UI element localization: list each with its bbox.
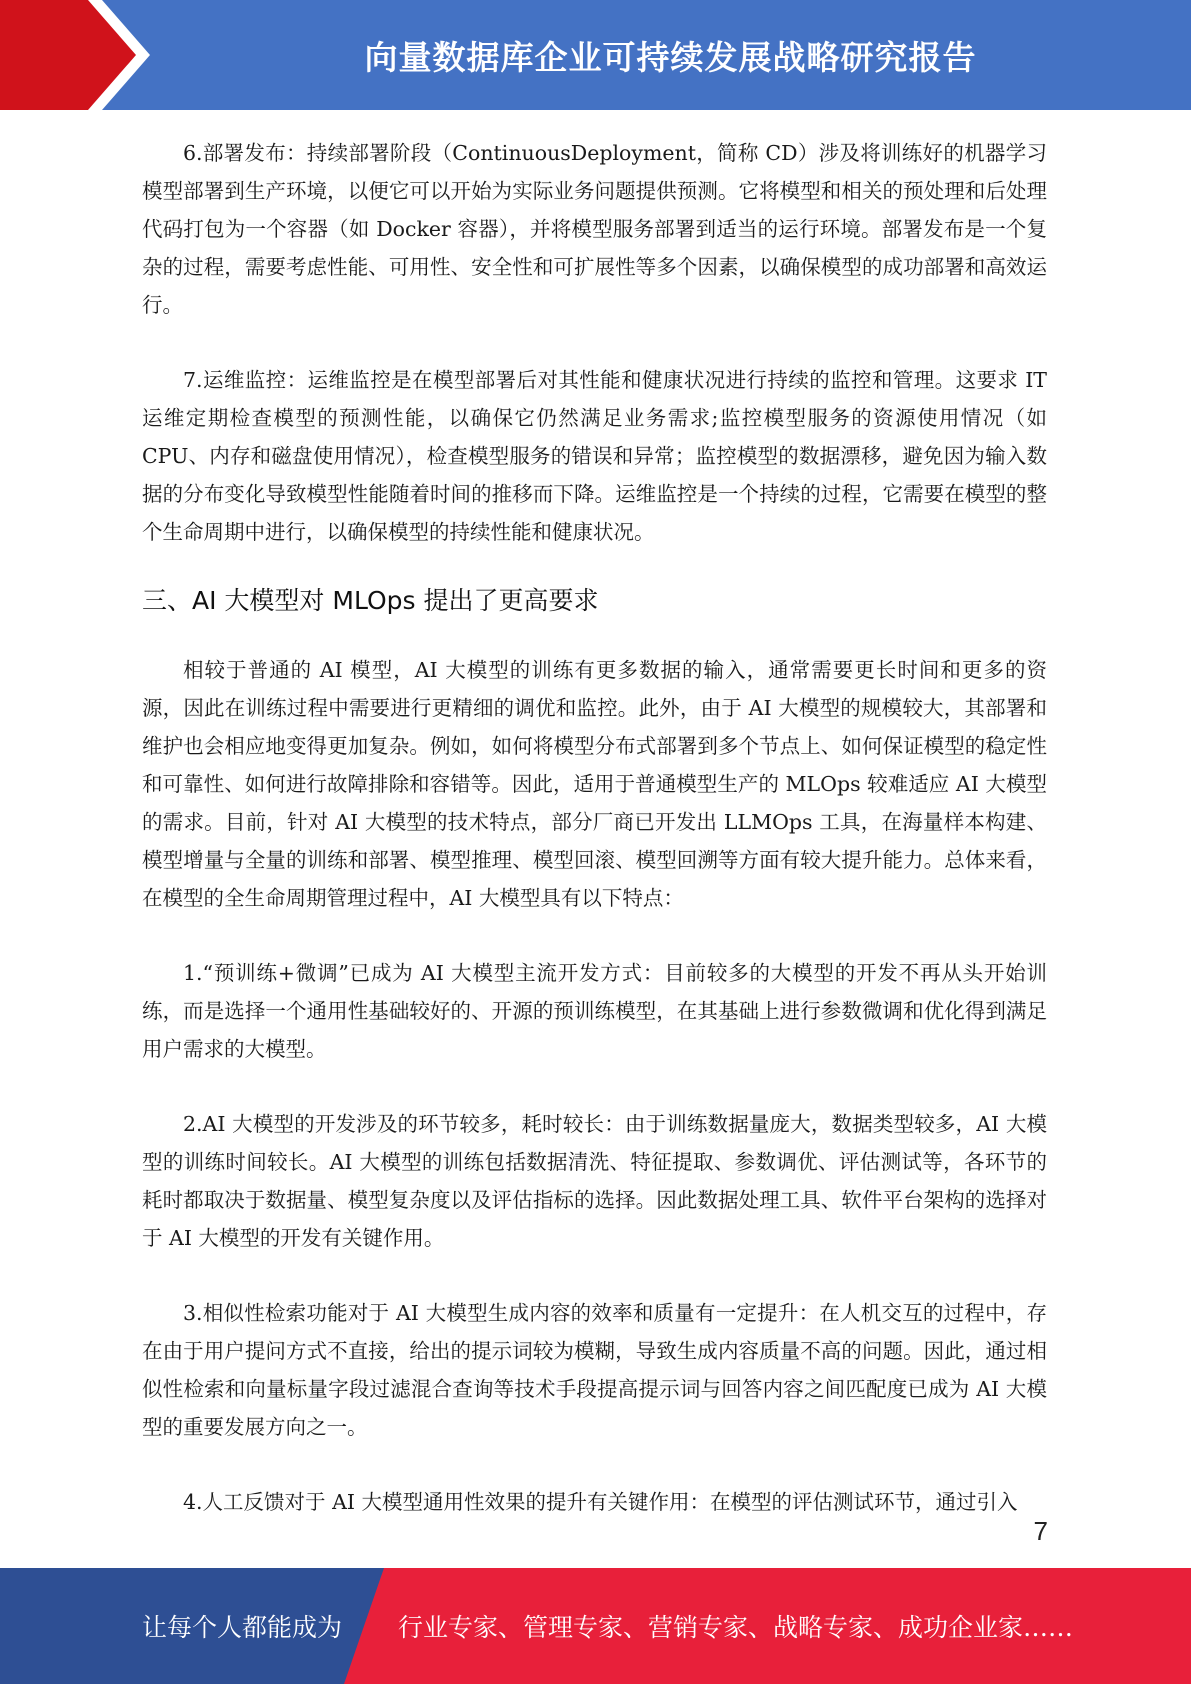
paragraph-point-1: 1.“预训练+微调”已成为 AI 大模型主流开发方式：目前较多的大模型的开发不再从头开始训练，而是选择一个通用性基础较好的、开源的预训练模型，在其基础上进行参数微调和优化得到满足用户需求的大模型。	[142, 961, 1047, 1061]
footer-tagline: 行业专家、管理专家、营销专家、战略专家、成功企业家……	[398, 1613, 1074, 1642]
document-body	[142, 134, 1047, 1521]
paragraph-point-2: 2.AI 大模型的开发涉及的环节较多，耗时较长：由于训练数据量庞大，数据类型较多，AI 大模型的训练时间较长。AI 大模型的训练包括数据清洗、特征提取、参数调优、评估测试等，各环节的耗时都取决于数据量、模型复杂度以及评估指标的选择。因此数据处理工具、软件平台架构的选择对于 AI 大模型的开发有关键作用。	[142, 1112, 1047, 1250]
header-title: 向量数据库企业可持续发展战略研究报告	[364, 37, 977, 77]
page-header	[0, 0, 1191, 110]
header-chevron-decoration	[0, 0, 150, 110]
paragraph-point-3: 3.相似性检索功能对于 AI 大模型生成内容的效率和质量有一定提升：在人机交互的过程中，存在由于用户提问方式不直接，给出的提示词较为模糊，导致生成内容质量不高的问题。因此，通过相似性检索和向量标量字段过滤混合查询等技术手段提高提示词与回答内容之间匹配度已成为 AI 大模型的重要发展方向之一。	[142, 1301, 1047, 1439]
footer-slogan: 让每个人都能成为	[142, 1613, 343, 1642]
page-number: 7	[1033, 1516, 1048, 1546]
paragraph-monitoring: 7.运维监控：运维监控是在模型部署后对其性能和健康状况进行持续的监控和管理。这要求 IT 运维定期检查模型的预测性能，以确保它仍然满足业务需求;监控模型服务的资源使用情况（如 CPU、内存和磁盘使用情况），检查模型服务的错误和异常；监控模型的数据漂移，避免因为输入数据的分布变化导致模型性能随着时间的推移而下降。运维监控是一个持续的过程，它需要在模型的整个生命周期中进行，以确保模型的持续性能和健康状况。	[142, 368, 1047, 544]
paragraph-intro: 相较于普通的 AI 模型，AI 大模型的训练有更多数据的输入，通常需要更长时间和更多的资源，因此在训练过程中需要进行更精细的调优和监控。此外，由于 AI 大模型的规模较大，其部署和维护也会相应地变得更加复杂。例如，如何将模型分布式部署到多个节点上、如何保证模型的稳定性和可靠性、如何进行故障排除和容错等。因此，适用于普通模型生产的 MLOps 较难适应 AI 大模型的需求。目前，针对 AI 大模型的技术特点，部分厂商已开发出 LLMOps 工具，在海量样本构建、模型增量与全量的训练和部署、模型推理、模型回滚、模型回溯等方面有较大提升能力。总体来看，在模型的全生命周期管理过程中，AI 大模型具有以下特点：	[142, 658, 1047, 910]
section-heading: 三、AI 大模型对 MLOps 提出了更高要求	[142, 586, 599, 615]
page-footer	[0, 1568, 1191, 1684]
paragraph-point-4: 4.人工反馈对于 AI 大模型通用性效果的提升有关键作用：在模型的评估测试环节，通过引入	[183, 1490, 1018, 1514]
paragraph-deployment: 6.部署发布：持续部署阶段（ContinuousDeployment，简称 CD）涉及将训练好的机器学习模型部署到生产环境，以便它可以开始为实际业务问题提供预测。它将模型和相关的预处理和后处理代码打包为一个容器（如 Docker 容器），并将模型服务部署到适当的运行环境。部署发布是一个复杂的过程，需要考虑性能、可用性、安全性和可扩展性等多个因素，以确保模型的成功部署和高效运行。	[142, 141, 1047, 317]
